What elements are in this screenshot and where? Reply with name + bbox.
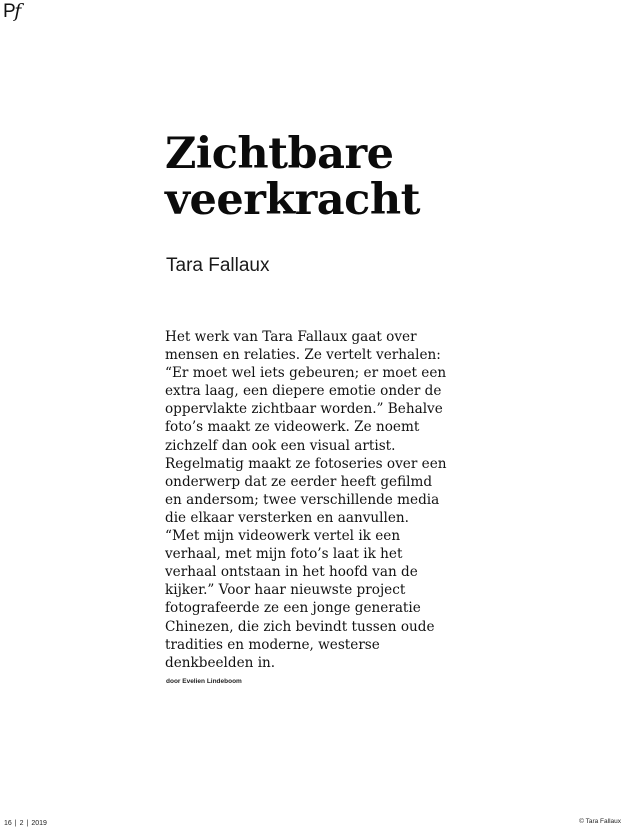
issue-number: 2	[19, 820, 24, 827]
footer-separator: |	[26, 820, 29, 827]
logo-letter-p: P	[3, 1, 15, 22]
body-line: Chinezen, die zich bevindt tussen oude	[165, 618, 435, 635]
body-line: oppervlakte zichtbaar worden.” Behalve	[165, 401, 443, 418]
body-line: zichzelf dan ook een visual artist.	[165, 437, 396, 454]
body-line: foto’s maakt ze videowerk. Ze noemt	[165, 419, 420, 436]
body-line: verhaal, met mijn foto’s laat ik het	[165, 546, 403, 563]
magazine-logo	[3, 0, 21, 23]
body-line: Het werk van Tara Fallaux gaat over	[165, 329, 417, 345]
byline: door Evelien Lindeboom	[166, 678, 242, 685]
footer-separator: |	[14, 820, 17, 827]
title-line: veerkracht	[165, 175, 420, 225]
body-line: tradities en moderne, westerse	[165, 636, 380, 653]
body-line: denkbeelden in.	[165, 654, 276, 671]
body-line: fotografeerde ze een jonge generatie	[165, 600, 421, 617]
title-line: Zichtbare	[165, 129, 394, 179]
body-line: kijker.” Voor haar nieuwste project	[165, 582, 406, 599]
logo-letter-f: f	[14, 0, 22, 22]
body-line: “Met mijn videowerk vertel ik een	[165, 528, 401, 545]
issue-year: 2019	[31, 820, 47, 827]
page-number: 16	[4, 820, 12, 827]
page-footer-info	[4, 820, 47, 827]
photo-credit: © Tara Fallaux	[579, 818, 621, 825]
article-body	[165, 328, 465, 672]
body-line: “Er moet wel iets gebeuren; er moet een	[165, 365, 447, 382]
body-line: mensen en relaties. Ze vertelt verhalen:	[165, 347, 441, 364]
body-line: die elkaar versterken en aanvullen.	[165, 509, 409, 526]
body-line: Regelmatig maakt ze fotoseries over een	[165, 455, 447, 472]
body-line: en andersom; twee verschillende media	[165, 491, 440, 508]
body-line: onderwerp dat ze eerder heeft gefilmd	[165, 473, 433, 490]
body-line: extra laag, een diepere emotie onder de	[165, 383, 442, 400]
article-title	[165, 131, 605, 223]
body-line: verhaal ontstaan in het hoofd van de	[165, 564, 418, 581]
article-subtitle: Tara Fallaux	[166, 255, 270, 276]
